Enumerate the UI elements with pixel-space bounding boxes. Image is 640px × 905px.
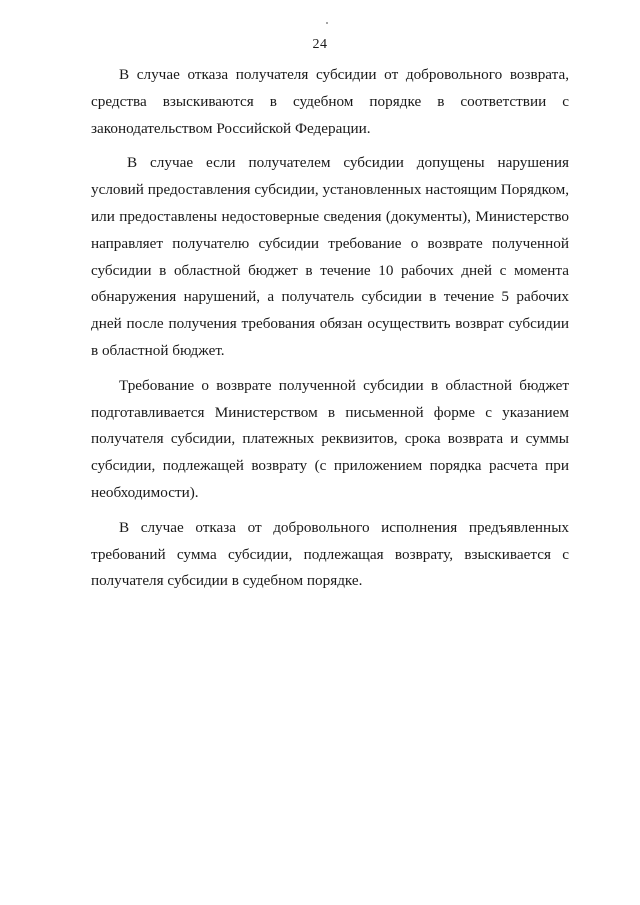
paragraph-refund-refusal: В случае отказа получателя субсидии от добровольного возврата, средства взыскиваются в судебном порядке в соответствии с законодательством Российской Федерации.: [91, 66, 569, 137]
paragraph-refund-demand-form: Требование о возврате полученной субсидии в областной бюджет подготавливается Министерством в письменной форме с указанием получателя субсидии, платежных реквизитов, срока возврата и суммы субсидии, подлежащей возврату (с приложением порядка расчета при необходимости).: [91, 376, 569, 501]
paragraph-judicial-recovery: В случае отказа от добровольного исполнения предъявленных требований сумма субсидии, подлежащая возврату, взыскивается с получателя субсидии в судебном порядке.: [91, 518, 569, 590]
paragraph-violations-refund-demand: В случае если получателем субсидии допущены нарушения условий предоставления субсидии, установленных настоящим Порядком, или предоставлены недостоверные сведения (документы), Министерство направляет получателю субсидии требование о возврате полученной субсидии в областной бюджет в течение 10 рабочих дней с момента обнаружения нарушений, а получатель субсидии в течение 5 рабочих дней после получения требования обязан осуществить возврат субсидии в областной бюджет.: [91, 154, 569, 359]
document-body: [91, 62, 569, 595]
scan-speck: [326, 22, 328, 24]
page-number: 24: [312, 37, 328, 52]
